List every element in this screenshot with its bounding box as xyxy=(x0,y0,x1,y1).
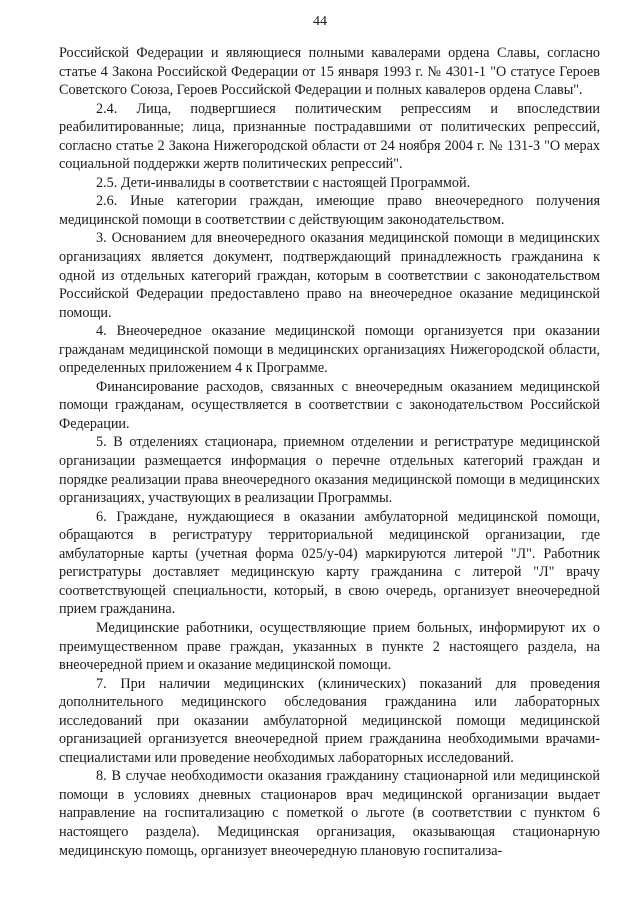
paragraph-7: 7. При наличии медицинских (клинических) показаний для проведения дополнительного медицинского обследования гражданина или лабораторных исследований при оказании амбулаторной медицинской помощи медицинской организацией организуется внеочередной прием гражданина необходимыми врачами-специалистами или проведение необходимых лабораторных исследований. xyxy=(59,675,600,766)
paragraph-2-4: 2.4. Лица, подвергшиеся политическим репрессиям и впоследствии реабилитированные; лица, признанные пострадавшими от политических репрессий, согласно статье 2 Закона Нижегородской области от 24 ноября 2004 г. № 131-З "О мерах социальной поддержки жертв политических репрессий". xyxy=(59,100,600,173)
paragraph-5: 5. В отделениях стационара, приемном отделении и регистратуре медицинской организации размещается информация о перечне отдельных категорий граждан и порядке реализации права внеочередного оказания медицинской помощи в медицинских организациях, участвующих в реализации Программы. xyxy=(59,434,600,507)
paragraph-2-6: 2.6. Иные категории граждан, имеющие право внеочередного получения медицинской помощи в соответствии с действующим законодательством. xyxy=(59,193,600,228)
page-number: 44 xyxy=(313,14,327,29)
paragraph-6: 6. Граждане, нуждающиеся в оказании амбулаторной медицинской помощи, обращаются в регистратуру территориальной медицинской организации, где амбулаторные карты (учетная форма 025/у-04) маркируются литерой "Л". Работник регистратуры доставляет медицинскую карту гражданина с литерой "Л" врачу соответствующей специальности, который, в свою очередь, организует внеочередной прием гражданина. xyxy=(59,508,600,618)
paragraph-financing: Финансирование расходов, связанных с внеочередным оказанием медицинской помощи гражданам, осуществляется в соответствии с законодательством Российской Федерации. xyxy=(59,378,600,432)
paragraph-continuation: Российской Федерации и являющиеся полными кавалерами ордена Славы, согласно статье 4 Закона Российской Федерации от 15 января 1993 г. № 4301-1 "О статусе Героев Советского Союза, Героев Российской Федерации и полных кавалеров ордена Славы". xyxy=(59,45,600,99)
paragraph-2-5: 2.5. Дети-инвалиды в соответствии с настоящей Программой. xyxy=(96,174,471,191)
paragraph-4: 4. Внеочередное оказание медицинской помощи организуется при оказании гражданам медицинской помощи в медицинских организациях Нижегородской области, определенных приложением 4 к Программе. xyxy=(59,323,600,377)
paragraph-medical-workers: Медицинские работники, осуществляющие прием больных, информируют их о преимущественном праве граждан, указанных в пункте 2 настоящего раздела, на внеочередной прием и оказание медицинской помощи. xyxy=(59,619,600,674)
document-body xyxy=(59,44,600,860)
paragraph-8: 8. В случае необходимости оказания гражданину стационарной или медицинской помощи в условиях дневных стационаров врач медицинской организации выдает направление на госпитализацию с пометкой о льготе (в соответствии с пунктом 6 настоящего раздела). Медицинская организация, оказывающая стационарную медицинскую помощь, организует внеочередную плановую госпитализа- xyxy=(59,768,600,859)
paragraph-3: 3. Основанием для внеочередного оказания медицинской помощи в медицинских организациях является документ, подтверждающий принадлежность гражданина к одной из отдельных категорий граждан, которым в соответствии с законодательством Российской Федерации предоставлено право на внеочередное оказание медицинской помощи. xyxy=(59,230,600,321)
